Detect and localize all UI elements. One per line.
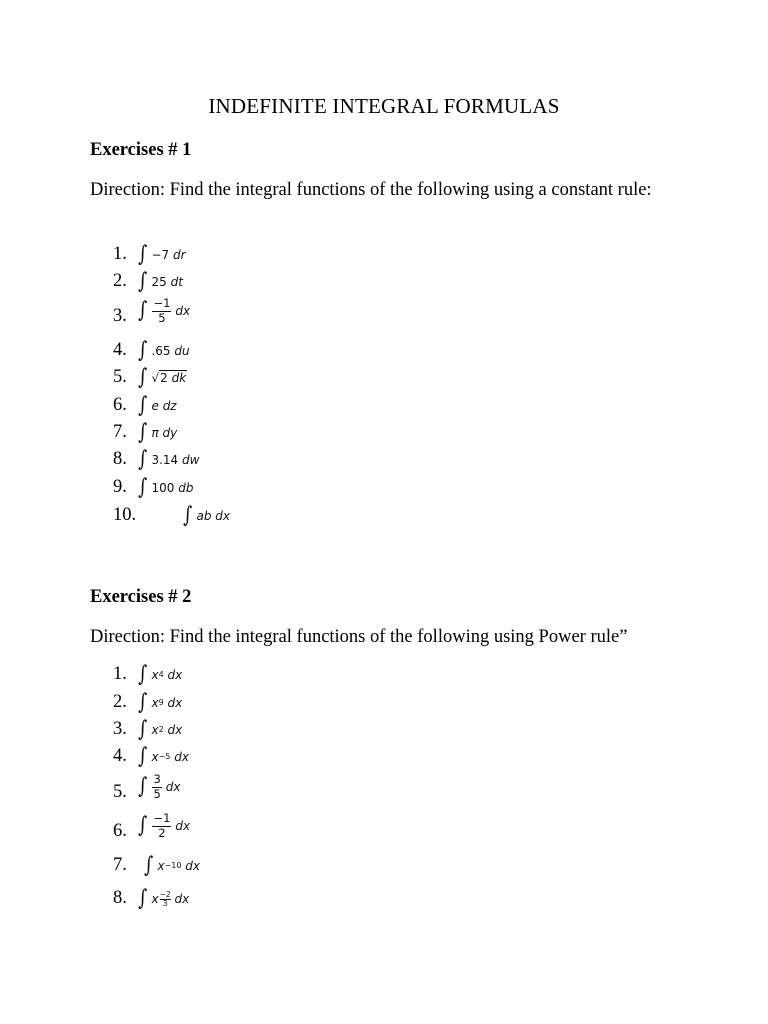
fraction-numerator: −1 xyxy=(153,296,171,310)
exercise1-item-2 xyxy=(0,271,768,301)
exercise1-item-6 xyxy=(0,395,768,425)
integral-expression: ∫ x −5 dx xyxy=(138,744,189,769)
exponent-denominator: 3 xyxy=(162,898,168,908)
differential: dx xyxy=(175,819,191,833)
base: x xyxy=(151,750,159,764)
integrand: ab xyxy=(196,509,212,523)
integral-expression xyxy=(137,813,190,839)
exercise2-item-1 xyxy=(0,664,768,694)
exercise1-item-4 xyxy=(0,340,768,370)
integrand: 100 xyxy=(151,481,175,495)
integral-sign-icon: ∫ xyxy=(138,365,148,390)
integral-expression xyxy=(137,340,190,362)
item-number: 5. xyxy=(113,367,127,387)
fraction xyxy=(152,298,171,324)
page-title: INDEFINITE INTEGRAL FORMULAS xyxy=(208,94,560,118)
base: x xyxy=(151,668,159,682)
integral-sign-icon: ∫ xyxy=(138,690,148,715)
fraction xyxy=(152,813,171,839)
integrand: e xyxy=(151,399,159,413)
integral-sign-icon: ∫ xyxy=(138,298,148,323)
fraction xyxy=(152,774,161,800)
base: x xyxy=(151,723,159,737)
integrand: 25 xyxy=(151,275,167,289)
exercise2-item-5 xyxy=(0,772,768,812)
exercise2-item-7 xyxy=(0,855,768,885)
integral-expression xyxy=(137,449,199,471)
differential: dx xyxy=(215,509,230,523)
exercise1-item-3 xyxy=(0,296,768,336)
integral-expression xyxy=(182,505,230,527)
radical-icon: √ xyxy=(151,371,160,385)
base: x xyxy=(151,892,159,906)
differential: dx xyxy=(185,859,201,873)
exercise1-item-9 xyxy=(0,477,768,507)
item-number: 2. xyxy=(113,271,127,291)
differential: dr xyxy=(173,248,186,262)
differential: dw xyxy=(182,453,200,467)
fraction-numerator: −1 xyxy=(153,811,171,825)
differential: dz xyxy=(162,399,177,413)
integrand: π xyxy=(151,426,159,440)
integral-expression xyxy=(137,422,177,444)
item-number: 6. xyxy=(113,395,127,415)
integral-expression xyxy=(137,888,189,910)
item-number: 8. xyxy=(113,449,127,469)
integral-expression xyxy=(137,367,187,389)
exercise2-item-6 xyxy=(0,811,768,851)
integral-sign-icon: ∫ xyxy=(138,393,148,418)
exercise2-item-2 xyxy=(0,692,768,722)
integral-sign-icon: ∫ xyxy=(144,853,154,878)
differential: dk xyxy=(171,371,187,385)
base: x xyxy=(151,696,159,710)
differential: du xyxy=(174,344,190,358)
integrand: −7 xyxy=(151,248,170,262)
exercise1-direction: Direction: Find the integral functions of the following using a constant rule: xyxy=(90,180,652,200)
fraction-numerator: 3 xyxy=(153,772,161,786)
integral-sign-icon: ∫ xyxy=(138,744,148,769)
exercise1-item-1 xyxy=(0,244,768,274)
integral-sign-icon: ∫ xyxy=(183,503,193,528)
integral-sign-icon: ∫ xyxy=(138,662,148,687)
item-number: 1. xyxy=(113,244,127,264)
integral-expression: ∫ x 4 dx xyxy=(138,662,183,687)
differential: dx xyxy=(165,780,181,794)
exercise2-direction: Direction: Find the integral functions of the following using Power rule” xyxy=(90,627,628,647)
differential: db xyxy=(178,481,194,495)
differential: dx xyxy=(167,723,183,737)
exercise2-heading: Exercises # 2 xyxy=(90,587,192,607)
exercise2-item-3 xyxy=(0,719,768,749)
exercise1-item-8 xyxy=(0,449,768,479)
integral-sign-icon: ∫ xyxy=(138,420,148,445)
integral-expression xyxy=(137,477,193,499)
item-number: 3. xyxy=(113,719,127,739)
fraction-denominator: 5 xyxy=(158,310,166,325)
item-number: 4. xyxy=(113,746,127,766)
integral-sign-icon: ∫ xyxy=(138,242,148,267)
exercise1-item-10 xyxy=(0,505,768,535)
integral-sign-icon: ∫ xyxy=(138,886,148,911)
exercise2-item-4 xyxy=(0,746,768,776)
exercise2-item-8 xyxy=(0,888,768,918)
fraction-denominator: 5 xyxy=(153,786,161,801)
item-number: 1. xyxy=(113,664,127,684)
item-number: 3. xyxy=(113,306,127,326)
integrand: 3.14 xyxy=(151,453,179,467)
integral-sign-icon: ∫ xyxy=(138,774,148,799)
item-number: 7. xyxy=(113,855,127,875)
item-number: 5. xyxy=(113,782,127,802)
fraction-denominator: 2 xyxy=(158,825,166,840)
differential: dx xyxy=(175,304,191,318)
integral-expression: ∫ x 9 dx xyxy=(138,690,183,715)
item-number: 4. xyxy=(113,340,127,360)
differential: dx xyxy=(167,668,183,682)
integral-expression xyxy=(137,244,186,266)
integral-sign-icon: ∫ xyxy=(138,338,148,363)
exercise1-heading: Exercises # 1 xyxy=(90,140,192,160)
square-root xyxy=(151,371,187,385)
differential: dx xyxy=(174,892,190,906)
integral-sign-icon: ∫ xyxy=(138,717,148,742)
exponent-numerator: −2 xyxy=(159,890,171,899)
differential: dy xyxy=(162,426,178,440)
differential: dx xyxy=(167,696,183,710)
integral-expression xyxy=(137,298,190,324)
integral-expression xyxy=(137,774,181,800)
item-number: 6. xyxy=(113,821,127,841)
integrand: .65 xyxy=(151,344,171,358)
item-number: 7. xyxy=(113,422,127,442)
item-number: 8. xyxy=(113,888,127,908)
radicand: 2 xyxy=(160,371,168,385)
exercise1-item-7 xyxy=(0,422,768,452)
differential: dx xyxy=(174,750,189,764)
integral-sign-icon: ∫ xyxy=(138,447,148,472)
fractional-exponent xyxy=(160,891,171,907)
integral-expression: ∫ x 2 dx xyxy=(138,717,183,742)
integral-expression: ∫ x −10 dx xyxy=(144,853,201,878)
integral-expression xyxy=(137,395,177,417)
item-number: 10. xyxy=(113,505,137,525)
exercise1-item-5 xyxy=(0,367,768,397)
integral-sign-icon: ∫ xyxy=(138,813,148,838)
item-number: 9. xyxy=(113,477,127,497)
differential: dt xyxy=(170,275,183,289)
item-number: 2. xyxy=(113,692,127,712)
base: x xyxy=(157,859,165,873)
integral-sign-icon: ∫ xyxy=(138,269,148,294)
integral-sign-icon: ∫ xyxy=(138,475,148,500)
integral-expression xyxy=(137,271,183,293)
